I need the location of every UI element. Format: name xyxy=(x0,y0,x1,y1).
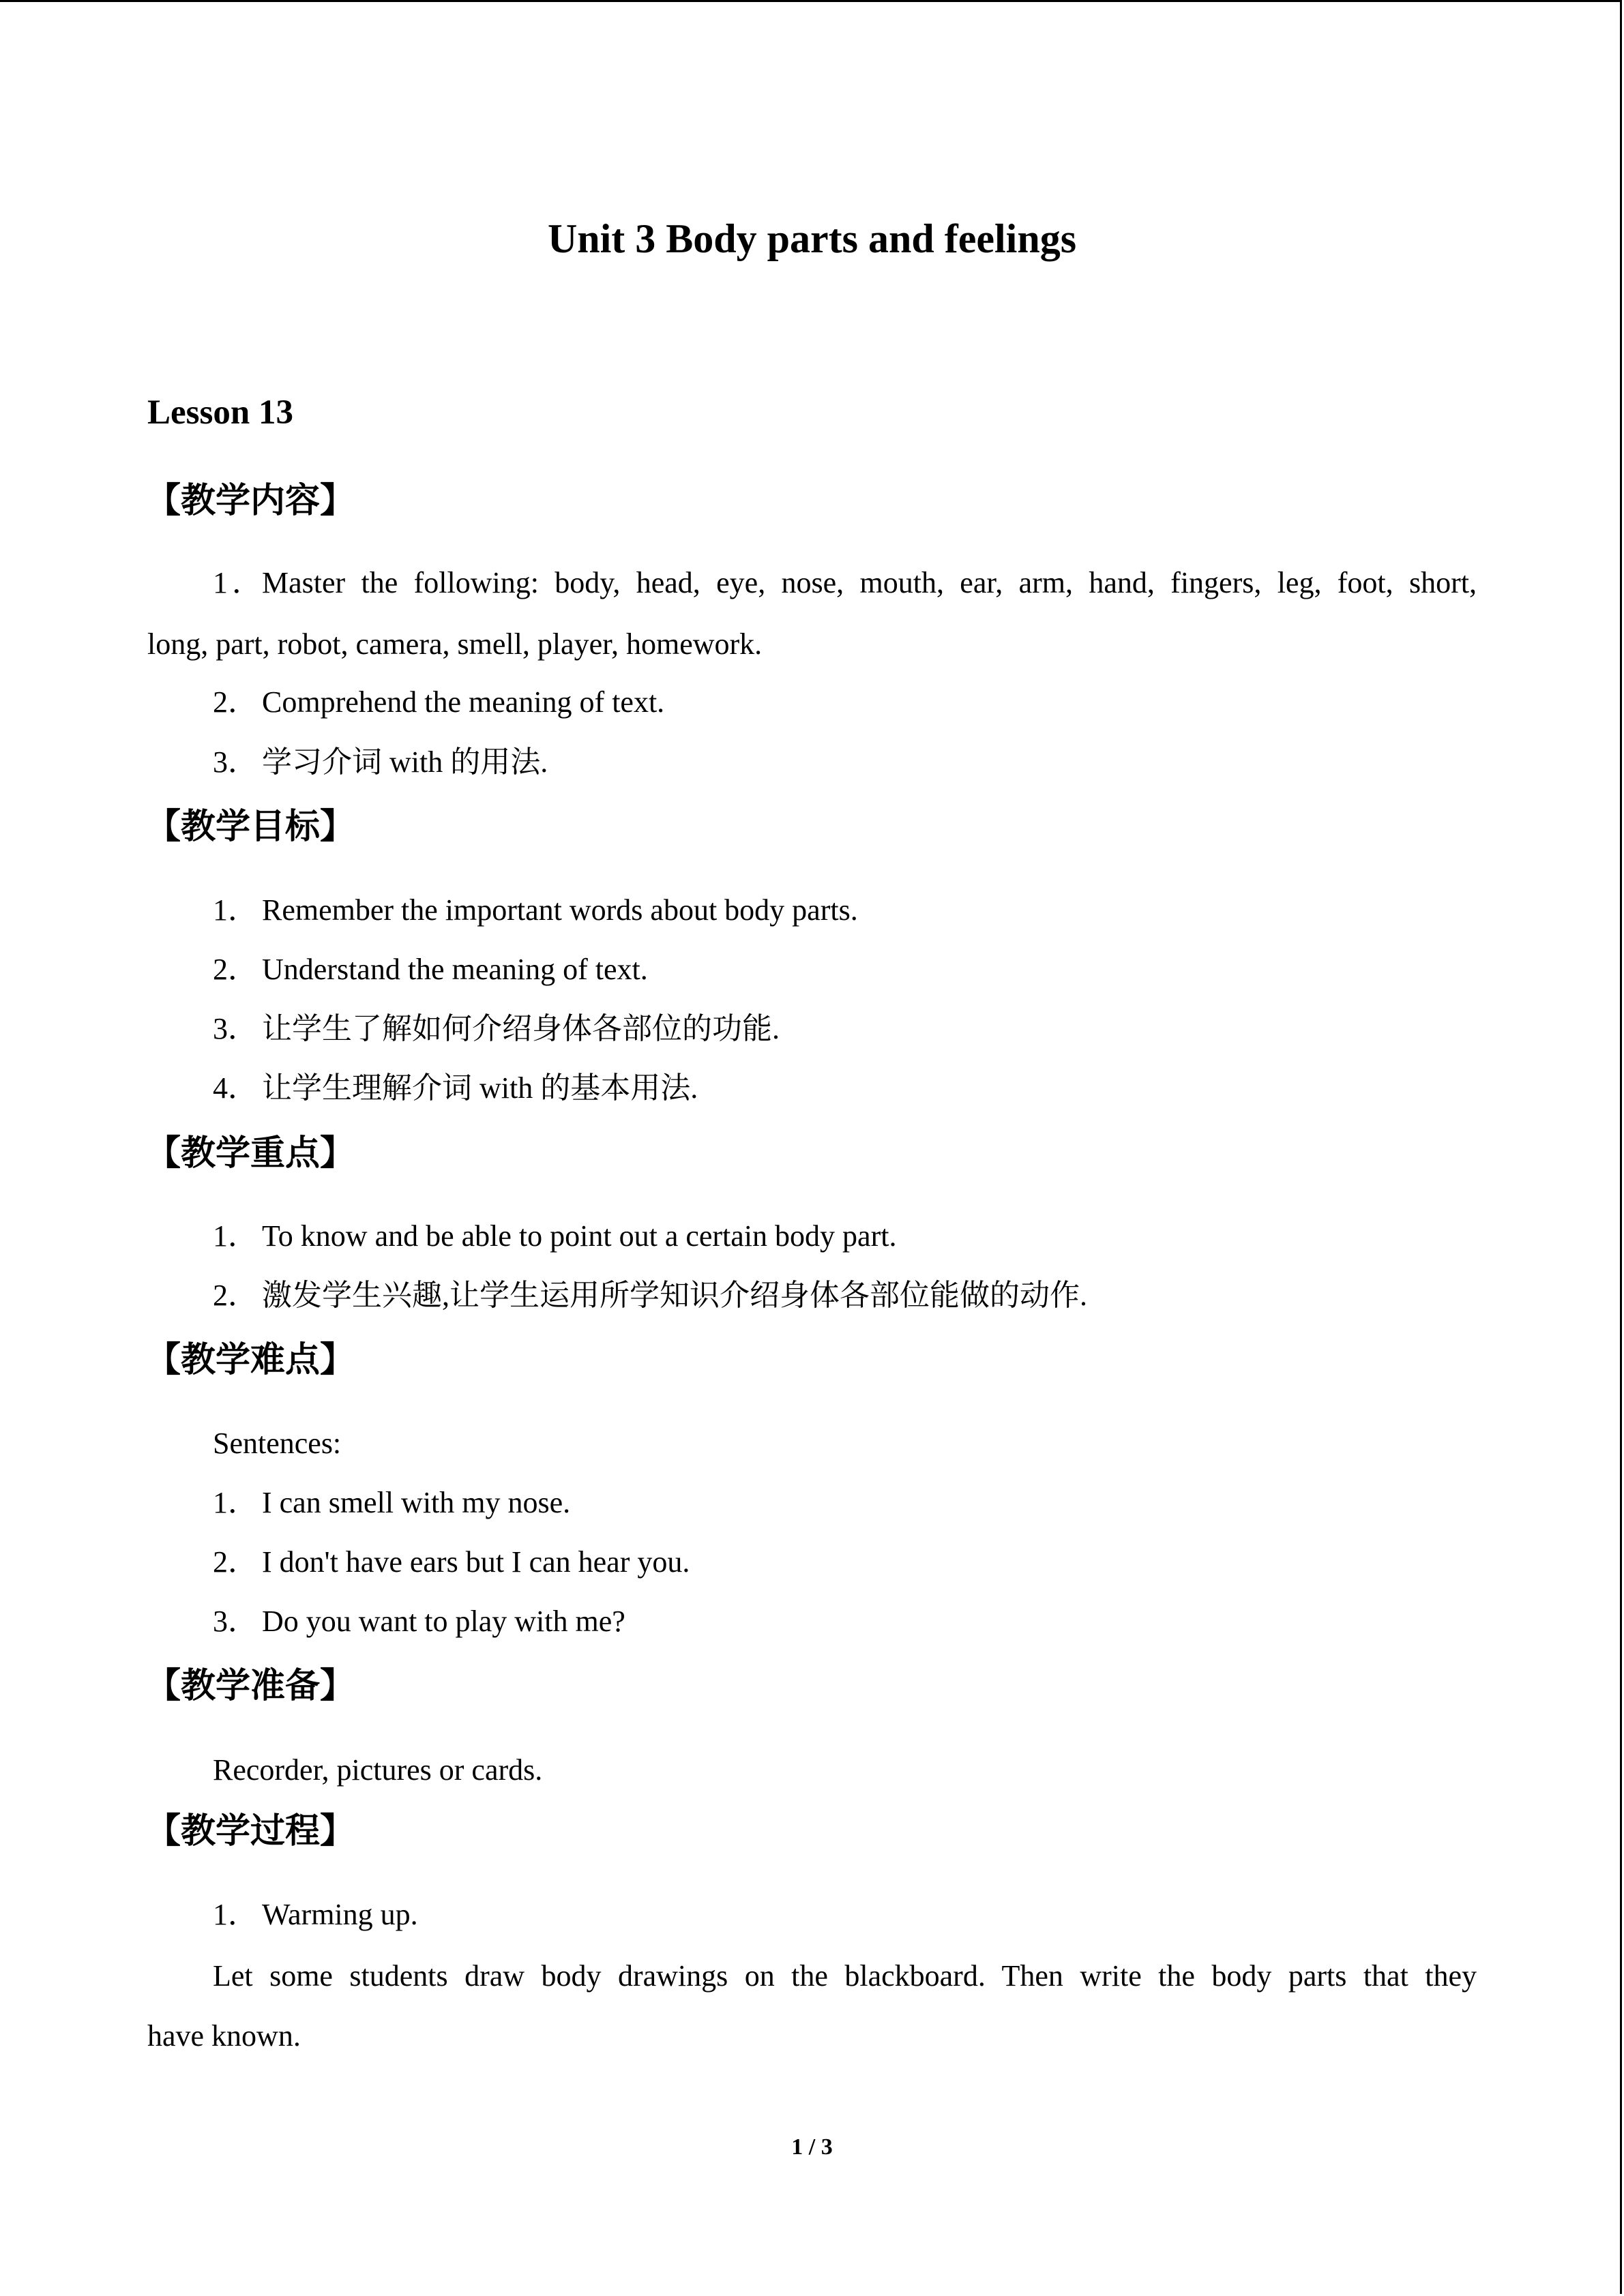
difficulty-item-3: 3． Do you want to play with me? xyxy=(213,1605,625,1638)
objective-item-2: 2． Understand the meaning of text. xyxy=(213,953,648,986)
page-number: 1 / 3 xyxy=(791,2134,833,2160)
objective-item-1: 1． Remember the important words about body parts. xyxy=(213,893,858,927)
lesson-heading: Lesson 13 xyxy=(147,393,293,432)
difficulty-item-2: 2． I don't have ears but I can hear you. xyxy=(213,1545,690,1579)
section-heading-difficulties: 【教学难点】 xyxy=(146,1340,355,1380)
process-paragraph-line-1: Let some students draw body drawings on the blackboard. Then write the body parts that they xyxy=(213,1959,1477,1993)
objective-item-4: 4． 让学生理解介词 with 的基本用法. xyxy=(213,1071,698,1105)
section-heading-preparation: 【教学准备】 xyxy=(146,1666,355,1706)
content-item-1-continuation: long, part, robot, camera, smell, player, homework. xyxy=(147,627,763,661)
process-paragraph-line-2: have known. xyxy=(147,2019,301,2053)
difficulties-intro: Sentences: xyxy=(213,1427,342,1460)
section-heading-key-points: 【教学重点】 xyxy=(146,1133,355,1174)
key-point-item-1: 1． To know and be able to point out a certain body part. xyxy=(213,1219,897,1253)
content-item-3: 3． 学习介词 with 的用法. xyxy=(213,745,548,779)
section-heading-objectives: 【教学目标】 xyxy=(146,807,355,847)
document-title: Unit 3 Body parts and feelings xyxy=(547,216,1077,261)
section-heading-process: 【教学过程】 xyxy=(146,1811,355,1851)
preparation-text: Recorder, pictures or cards. xyxy=(213,1753,543,1787)
content-item-1: 1．Master the following: body, head, eye, nose, mouth, ear, arm, hand, fingers, leg, foot, short, xyxy=(213,566,1477,599)
content-item-2: 2． Comprehend the meaning of text. xyxy=(213,685,665,719)
objective-item-3: 3． 让学生了解如何介绍身体各部位的功能. xyxy=(213,1012,780,1045)
process-step-1: 1． Warming up. xyxy=(213,1898,418,1931)
difficulty-item-1: 1． I can smell with my nose. xyxy=(213,1486,571,1519)
key-point-item-2: 2． 激发学生兴趣,让学生运用所学知识介绍身体各部位能做的动作. xyxy=(213,1279,1087,1312)
section-heading-content: 【教学内容】 xyxy=(146,481,355,521)
